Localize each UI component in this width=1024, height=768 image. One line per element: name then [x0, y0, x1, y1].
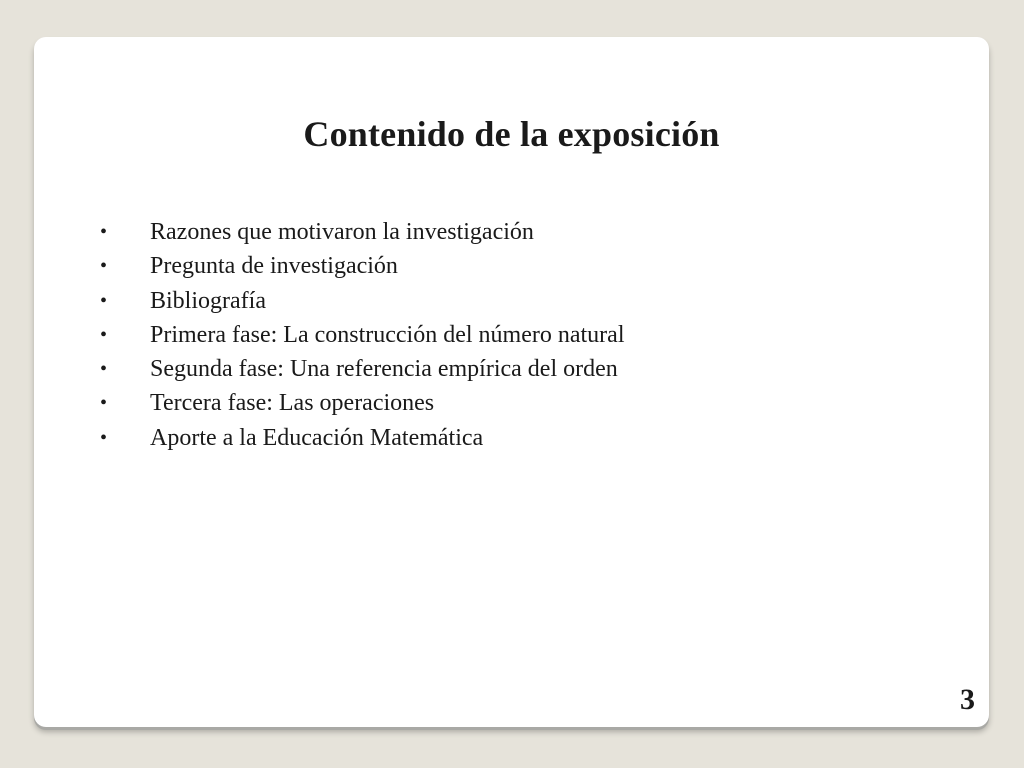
- slide-title: Contenido de la exposición: [303, 114, 720, 154]
- bullet-icon: •: [100, 358, 108, 381]
- list-item: [94, 423, 624, 457]
- list-item-text: Pregunta de investigación: [150, 253, 398, 280]
- list-item-text: Bibliografía: [150, 287, 266, 314]
- list-item: [94, 320, 624, 354]
- list-item: [94, 354, 624, 388]
- page-number: 3: [960, 683, 975, 716]
- bullet-icon: •: [100, 221, 108, 243]
- bullet-icon: •: [100, 289, 108, 312]
- list-item-text: Primera fase: La construcción del número natural: [150, 321, 625, 348]
- bullet-icon: •: [100, 392, 108, 415]
- list-item-text: Segunda fase: Una referencia empírica del orden: [150, 356, 618, 383]
- list-item: [94, 286, 624, 320]
- list-item: [94, 251, 624, 285]
- list-item-text: Tercera fase: Las operaciones: [150, 390, 435, 417]
- list-item: [94, 217, 624, 251]
- bullet-icon: •: [100, 323, 108, 346]
- slide: [34, 37, 989, 727]
- bullet-icon: •: [100, 426, 108, 449]
- bullet-icon: •: [100, 255, 108, 278]
- bullet-list: [94, 217, 624, 457]
- list-item: [94, 388, 624, 422]
- list-item-text: Razones que motivaron la investigación: [150, 219, 534, 245]
- list-item-text: Aporte a la Educación Matemática: [150, 424, 484, 451]
